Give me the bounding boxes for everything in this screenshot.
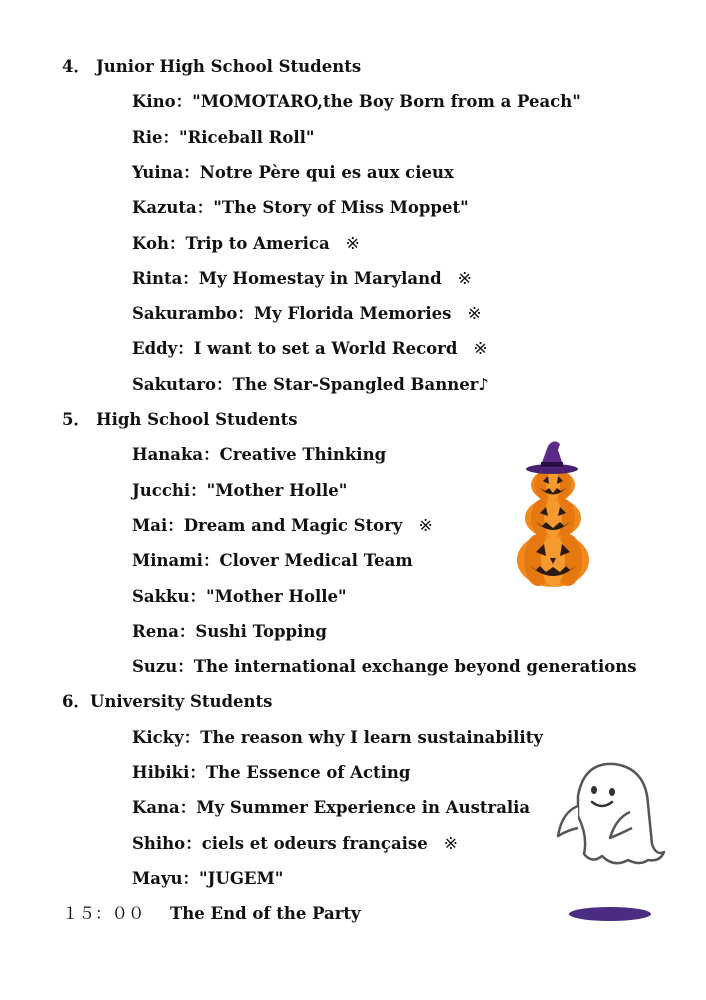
closing-text: The End of the Party <box>170 904 361 924</box>
speaker-name: Hibiki <box>132 763 190 782</box>
speech-title: "Mother Holle" <box>206 480 348 500</box>
list-item <box>132 657 637 677</box>
separator: ： <box>182 868 200 888</box>
list-item <box>132 375 489 395</box>
section-heading <box>62 692 272 712</box>
speaker-name: Sakku <box>132 586 190 606</box>
section-title: University Students <box>90 692 273 712</box>
section-number: 4． <box>62 57 90 76</box>
section-title: Junior High School Students <box>96 57 362 76</box>
list-item <box>132 622 327 642</box>
speech-title: Notre Père qui es aux cieux <box>199 162 454 182</box>
section-heading <box>62 410 298 430</box>
section-title: High School Students <box>96 410 298 429</box>
list-item <box>132 269 472 289</box>
separator: ： <box>175 92 193 112</box>
list-item <box>132 128 314 148</box>
speech-title: "The Story of Miss Moppet" <box>213 198 469 218</box>
closing-time: １５：００ <box>62 904 145 924</box>
list-item <box>132 445 386 465</box>
separator: ： <box>237 304 254 324</box>
speaker-name: Sakurambo <box>132 304 238 324</box>
speaker-name: Suzu <box>132 657 178 677</box>
section-number: 5． <box>62 410 90 429</box>
separator: ： <box>162 127 179 147</box>
list-item <box>132 304 482 324</box>
speech-title: The reason why I learn sustainability <box>200 727 543 747</box>
separator: ： <box>196 198 214 218</box>
separator: ： <box>179 798 197 818</box>
speech-title: Creative Thinking <box>219 445 387 465</box>
list-item <box>132 834 458 854</box>
speaker-name: Kana <box>132 798 180 818</box>
speaker-name: Hanaka <box>132 445 204 465</box>
speaker-name: Eddy <box>132 339 178 359</box>
note-mark: ※ <box>443 833 458 854</box>
speaker-name: Koh <box>132 233 169 253</box>
separator: ： <box>202 551 220 571</box>
speaker-name: Mai <box>132 515 168 535</box>
list-item <box>132 763 410 783</box>
speaker-name: Jucchi <box>132 480 191 500</box>
list-item <box>132 587 347 607</box>
jack-o-lantern-stack-icon <box>508 440 598 590</box>
speech-title: Sushi Topping <box>195 621 327 641</box>
speaker-name: Minami <box>132 551 203 571</box>
separator: ： <box>185 833 202 853</box>
speech-title: "MOMOTARO,the Boy Born from a Peach" <box>192 92 581 112</box>
speech-title: Clover Medical Team <box>219 551 413 571</box>
separator: ： <box>189 586 206 606</box>
speaker-name: Kazuta <box>132 198 197 218</box>
list-item <box>132 92 581 112</box>
speaker-name: Kicky <box>132 727 184 747</box>
list-item <box>132 339 488 359</box>
section-number: 6． <box>62 692 90 712</box>
note-mark: ※ <box>418 515 433 536</box>
note-mark: ※ <box>473 339 488 360</box>
speaker-name: Sakutaro <box>132 374 217 394</box>
separator: ： <box>177 339 194 359</box>
note-mark: ※ <box>467 304 482 325</box>
speech-title: Dream and Magic Story <box>183 515 403 535</box>
separator: ： <box>189 763 206 782</box>
separator: ： <box>216 374 233 394</box>
ghost-icon <box>548 756 672 926</box>
speech-title: The Star-Spangled Banner♪ <box>232 374 489 394</box>
list-item <box>132 728 543 748</box>
speech-title: The international exchange beyond generations <box>193 657 637 677</box>
separator: ： <box>203 445 220 465</box>
speech-title: "JUGEM" <box>199 868 284 888</box>
speech-title: Trip to America <box>185 233 330 253</box>
list-item <box>132 198 469 218</box>
speech-title: ciels et odeurs française <box>201 833 428 853</box>
list-item <box>132 869 283 889</box>
closing-line <box>62 904 361 924</box>
speech-title: My Summer Experience in Australia <box>196 798 531 818</box>
list-item <box>132 481 347 501</box>
separator: ： <box>178 621 196 641</box>
list-item <box>132 551 413 571</box>
speaker-name: Rena <box>132 621 179 641</box>
speaker-name: Rinta <box>132 268 183 288</box>
speech-title: The Essence of Acting <box>205 763 411 782</box>
separator: ： <box>177 657 194 677</box>
section-heading <box>62 57 361 77</box>
separator: ： <box>167 515 184 535</box>
separator: ： <box>168 233 186 253</box>
speech-title: My Homestay in Maryland <box>198 268 442 288</box>
speaker-name: Shiho <box>132 833 186 853</box>
note-mark: ※ <box>345 233 360 254</box>
separator: ： <box>183 727 201 747</box>
separator: ： <box>190 480 207 500</box>
speaker-name: Mayu <box>132 868 183 888</box>
separator: ： <box>183 162 200 182</box>
speaker-name: Rie <box>132 127 163 147</box>
note-mark: ※ <box>457 268 472 289</box>
speech-title: My Florida Memories <box>253 304 452 324</box>
speaker-name: Kino <box>132 92 176 112</box>
speech-title: "Mother Holle" <box>205 586 347 606</box>
separator: ： <box>182 268 199 288</box>
speech-title: "Riceball Roll" <box>178 127 315 147</box>
speech-title: I want to set a World Record <box>193 339 458 359</box>
list-item <box>132 234 360 254</box>
list-item <box>132 798 530 818</box>
list-item <box>132 516 433 536</box>
speaker-name: Yuina <box>132 162 184 182</box>
list-item <box>132 163 454 183</box>
